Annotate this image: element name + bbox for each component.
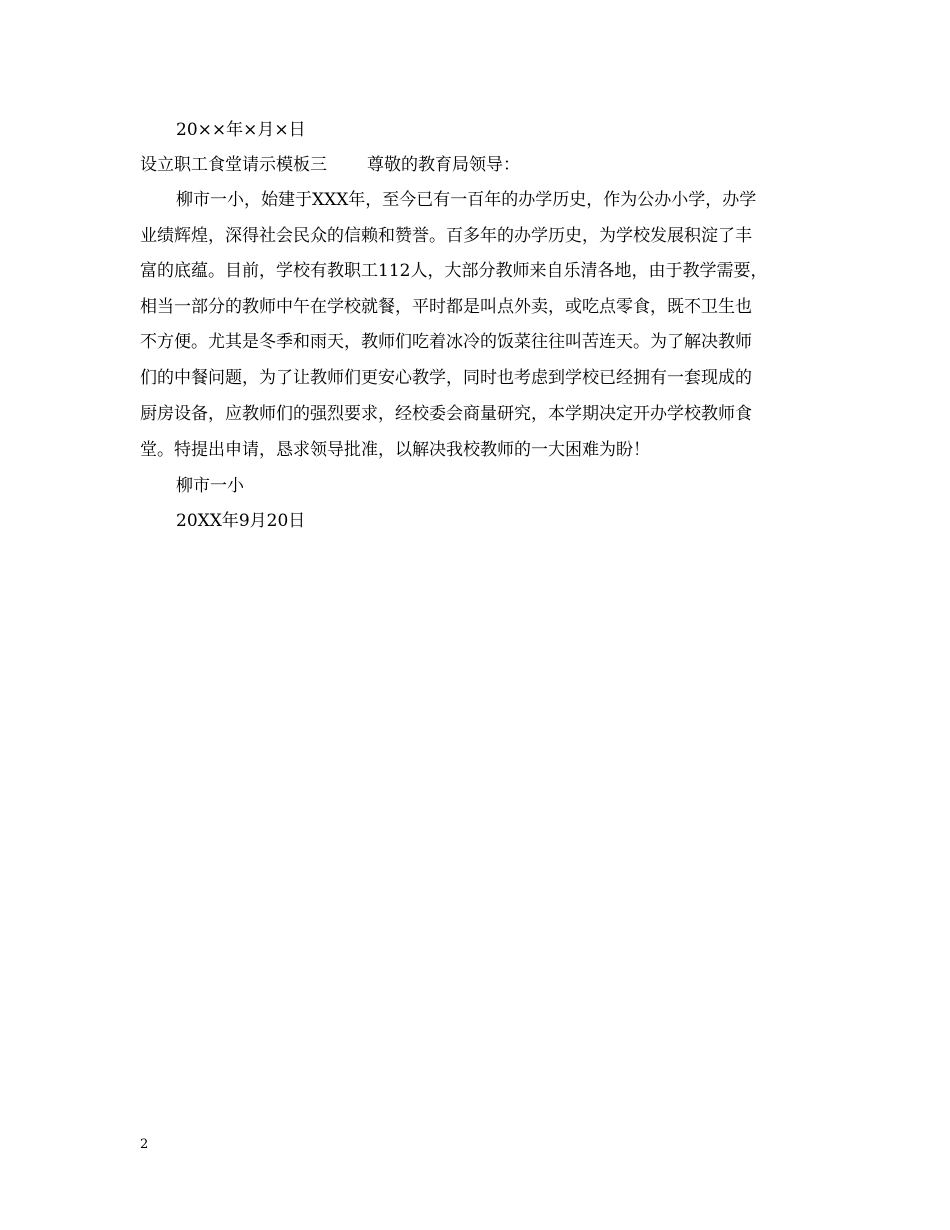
salutation: 尊敬的教育局领导： bbox=[367, 155, 520, 175]
template-title: 设立职工食堂请示模板三 bbox=[140, 155, 327, 175]
body-line: 业绩辉煌，深得社会民众的信赖和赞誉。百多年的办学历史，为学校发展积淀了丰 bbox=[140, 226, 752, 246]
body-line: 们的中餐问题，为了让教师们更安心教学，同时也考虑到学校已经拥有一套现成的 bbox=[140, 368, 752, 388]
body-line: 厨房设备，应教师们的强烈要求，经校委会商量研究，本学期决定开办学校教师食 bbox=[140, 404, 752, 424]
body-line: 相当一部分的教师中午在学校就餐，平时都是叫点外卖，或吃点零食，既不卫生也 bbox=[140, 297, 752, 317]
date-placeholder-line: 20××年×月×日 bbox=[176, 120, 306, 140]
body-line: 富的底蕴。目前，学校有教职工112人，大部分教师来自乐清各地，由于教学需要， bbox=[140, 261, 768, 281]
body-line: 不方便。尤其是冬季和雨天，教师们吃着冰冷的饭菜往往叫苦连天。为了解决教师 bbox=[140, 332, 752, 352]
body-line: 堂。特提出申请，恳求领导批准，以解决我校教师的一大困难为盼！ bbox=[140, 440, 650, 460]
heading-line bbox=[140, 155, 520, 175]
page-number: 2 bbox=[140, 1137, 149, 1152]
signature-name: 柳市一小 bbox=[176, 476, 244, 496]
signature-date: 20XX年9月20日 bbox=[176, 511, 306, 531]
body-line: 柳市一小，始建于XXX年，至今已有一百年的办学历史，作为公办小学，办学 bbox=[176, 190, 757, 210]
